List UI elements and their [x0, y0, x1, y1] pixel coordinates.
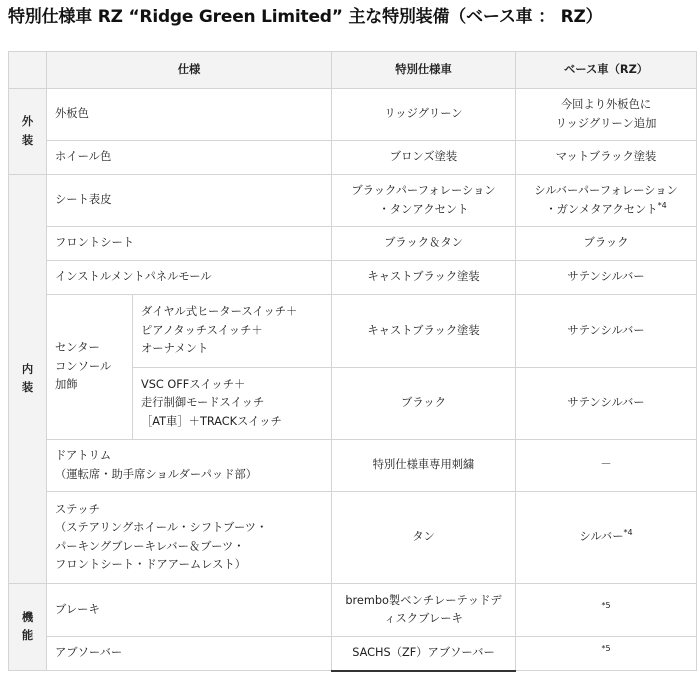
special-value: リッジグリーン — [332, 89, 516, 141]
footnote-mark: *5 — [601, 644, 611, 654]
table-row — [9, 295, 697, 368]
base-value — [516, 175, 697, 227]
special-value: タン — [332, 492, 516, 584]
special-value: brembo製ベンチレーテッドデ ィスクブレーキ — [332, 584, 516, 637]
base-value-text: シルバー — [579, 530, 624, 544]
item-label: インストルメントパネルモール — [47, 261, 332, 295]
table-row — [9, 637, 697, 671]
category-function: 機能 — [9, 584, 47, 671]
category-interior: 内装 — [9, 175, 47, 584]
base-value — [516, 584, 697, 637]
base-value: サテンシルバー — [516, 295, 697, 368]
item-label: 外板色 — [47, 89, 332, 141]
table-row — [9, 141, 697, 175]
item-label: ダイヤル式ヒータースイッチ＋ ピアノタッチスイッチ＋ オーナメント — [133, 295, 332, 368]
table-row — [9, 492, 697, 584]
item-label: ブレーキ — [47, 584, 332, 637]
item-label: アブソーバー — [47, 637, 332, 671]
center-console-label: センター コンソール 加飾 — [47, 295, 133, 440]
table-row — [9, 175, 697, 227]
spec-table — [8, 51, 697, 672]
base-value — [516, 637, 697, 671]
base-value: － — [516, 440, 697, 492]
item-label: VSC OFFスイッチ＋ 走行制御モードスイッチ ［AT車］＋TRACKスイッチ — [133, 368, 332, 440]
table-row — [9, 584, 697, 637]
base-value: 今回より外板色に リッジグリーン追加 — [516, 89, 697, 141]
header-special: 特別仕様車 — [332, 52, 516, 89]
base-value-text: シルバーパーフォレーション ・ガンメタアクセント — [534, 184, 678, 216]
special-value: キャストブラック塗装 — [332, 295, 516, 368]
base-value: サテンシルバー — [516, 261, 697, 295]
footnote-mark: *5 — [601, 600, 611, 610]
table-row — [9, 440, 697, 492]
footnote-mark: *4 — [657, 200, 667, 210]
special-value: ブラック — [332, 368, 516, 440]
special-value: ブロンズ塗装 — [332, 141, 516, 175]
header-row — [9, 52, 697, 89]
item-label: フロントシート — [47, 227, 332, 261]
special-value: SACHS（ZF）アブソーバー — [332, 637, 516, 671]
item-label: ステッチ （ステアリングホイール・シフトブーツ・ パーキングブレーキレバー＆ブーツ・ フロントシート・ドアアームレスト） — [47, 492, 332, 584]
base-value: サテンシルバー — [516, 368, 697, 440]
table-row — [9, 261, 697, 295]
header-base: ベース車（RZ） — [516, 52, 697, 89]
item-label: シート表皮 — [47, 175, 332, 227]
footnote-mark: *4 — [623, 528, 633, 538]
item-label: ドアトリム （運転席・助手席ショルダーパッド部） — [47, 440, 332, 492]
table-row — [9, 89, 697, 141]
header-corner — [9, 52, 47, 89]
special-value: 特別仕様車専用刺繍 — [332, 440, 516, 492]
item-label: ホイール色 — [47, 141, 332, 175]
table-row — [9, 227, 697, 261]
special-value: ブラックパーフォレーション ・タンアクセント — [332, 175, 516, 227]
base-value — [516, 492, 697, 584]
base-value: ブラック — [516, 227, 697, 261]
page-title: 特別仕様車 RZ “Ridge Green Limited” 主な特別装備（ベース車 ： RZ） — [8, 7, 603, 27]
category-exterior: 外装 — [9, 89, 47, 175]
special-value: キャストブラック塗装 — [332, 261, 516, 295]
base-value: マットブラック塗装 — [516, 141, 697, 175]
special-value: ブラック＆タン — [332, 227, 516, 261]
header-spec: 仕様 — [47, 52, 332, 89]
